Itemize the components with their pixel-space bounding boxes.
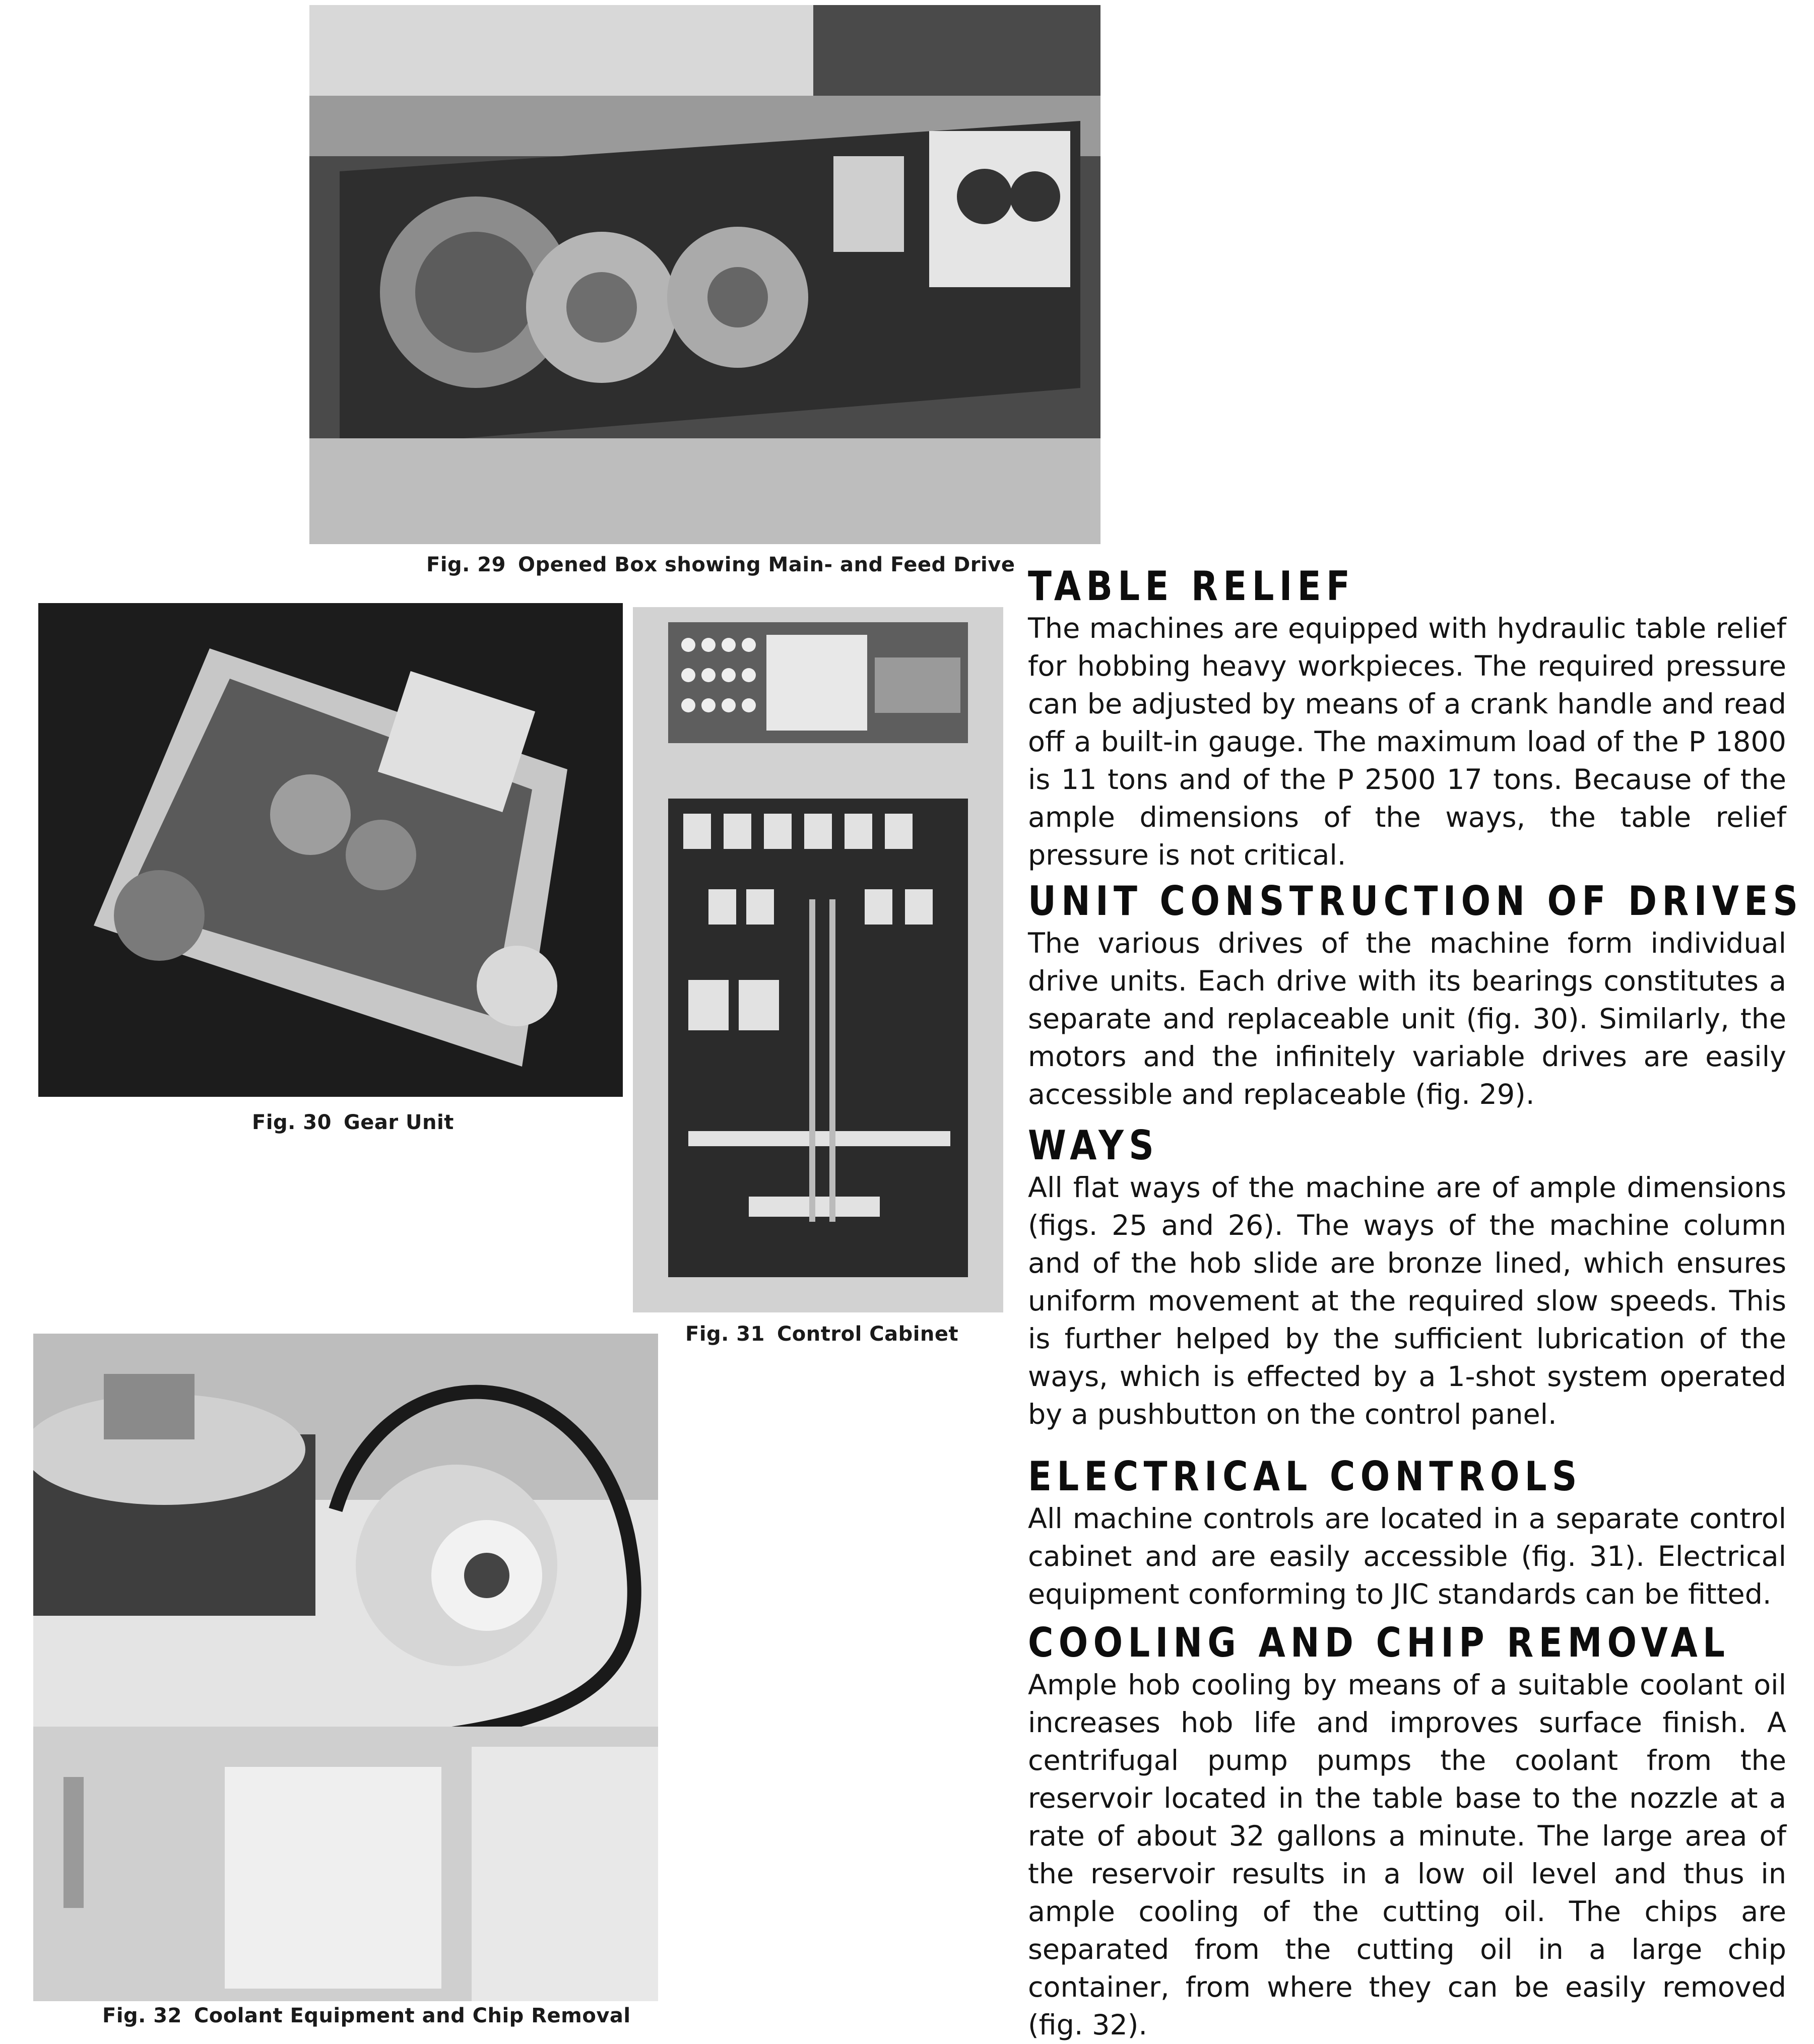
fig32-photo: [33, 1334, 658, 2001]
fig29-photo: [309, 5, 1100, 544]
section-ways: [1028, 1123, 1786, 1433]
section-body: The machines are equipped with hydraulic table relief for hobbing heavy workpieces. The required pressure can be adjusted by means of a crank handle and read off a built-in gauge. The maximum load of the P 1800 is 11 tons and of the P 2500 17 tons. Because of the ample dimensions of the ways, the table relief pressure is not critical.: [1028, 612, 1786, 872]
section-body: All flat ways of the machine are of ample dimensions (figs. 25 and 26). The ways of the machine column and of the hob slide are bronze lined, which ensures uniform movement at the required slow speeds. This is further helped by the sufficient lubrication of the ways, which is effected by a 1-shot system operated by a pushbutton on the control panel.: [1028, 1171, 1786, 1431]
fig29-text: Opened Box showing Main- and Feed Drive: [517, 553, 1015, 576]
section-body: Ample hob cooling by means of a suitable coolant oil increases hob life and improves surface finish. A centrifugal pump pumps the coolant from the reservoir located in the table base to the nozzle at a rate of about 32 gallons a minute. The large area of the reservoir results in a low oil level and thus in ample cooling of the cutting oil. The chips are separated from the cutting oil in a large chip container, from where they can be easily removed (fig. 32).: [1028, 1669, 1786, 2041]
section-heading: WAYS: [1028, 1122, 1159, 1169]
section-heading: UNIT CONSTRUCTION OF DRIVES: [1028, 878, 1803, 925]
section-body: All machine controls are located in a separate control cabinet and are easily accessible (fig. 31). Electrical equipment conforming to JIC standards can be fitted.: [1028, 1502, 1786, 1611]
fig31-caption: [685, 1323, 958, 1346]
fig31-text: Control Cabinet: [776, 1323, 959, 1346]
section-body: The various drives of the machine form individual drive units. Each drive with its bearings constitutes a separate and replaceable unit (fig. 30). Similarly, the motors and the infinitely variable drives are easily accessible and replaceable (fig. 29).: [1028, 927, 1786, 1111]
section-table-relief: [1028, 563, 1786, 874]
fig32-text: Coolant Equipment and Chip Removal: [193, 2004, 631, 2027]
fig29-caption: [426, 553, 1015, 576]
section-electrical-controls: [1028, 1454, 1786, 1613]
section-heading: TABLE RELIEF: [1028, 563, 1355, 610]
section-heading: COOLING AND CHIP REMOVAL: [1028, 1619, 1730, 1666]
fig31-number: Fig. 31: [685, 1323, 765, 1346]
fig30-text: Gear Unit: [343, 1111, 454, 1134]
fig32-number: Fig. 32: [102, 2004, 182, 2027]
fig31-photo: [633, 607, 1003, 1312]
fig30-photo: [38, 603, 623, 1097]
fig30-number: Fig. 30: [252, 1111, 332, 1134]
fig32-caption: [102, 2004, 631, 2027]
fig29-number: Fig. 29: [426, 553, 506, 576]
fig30-caption: [252, 1111, 454, 1134]
section-unit-construction: [1028, 878, 1803, 1113]
section-cooling-chip-removal: [1028, 1620, 1786, 2044]
section-heading: ELECTRICAL CONTROLS: [1028, 1453, 1582, 1500]
